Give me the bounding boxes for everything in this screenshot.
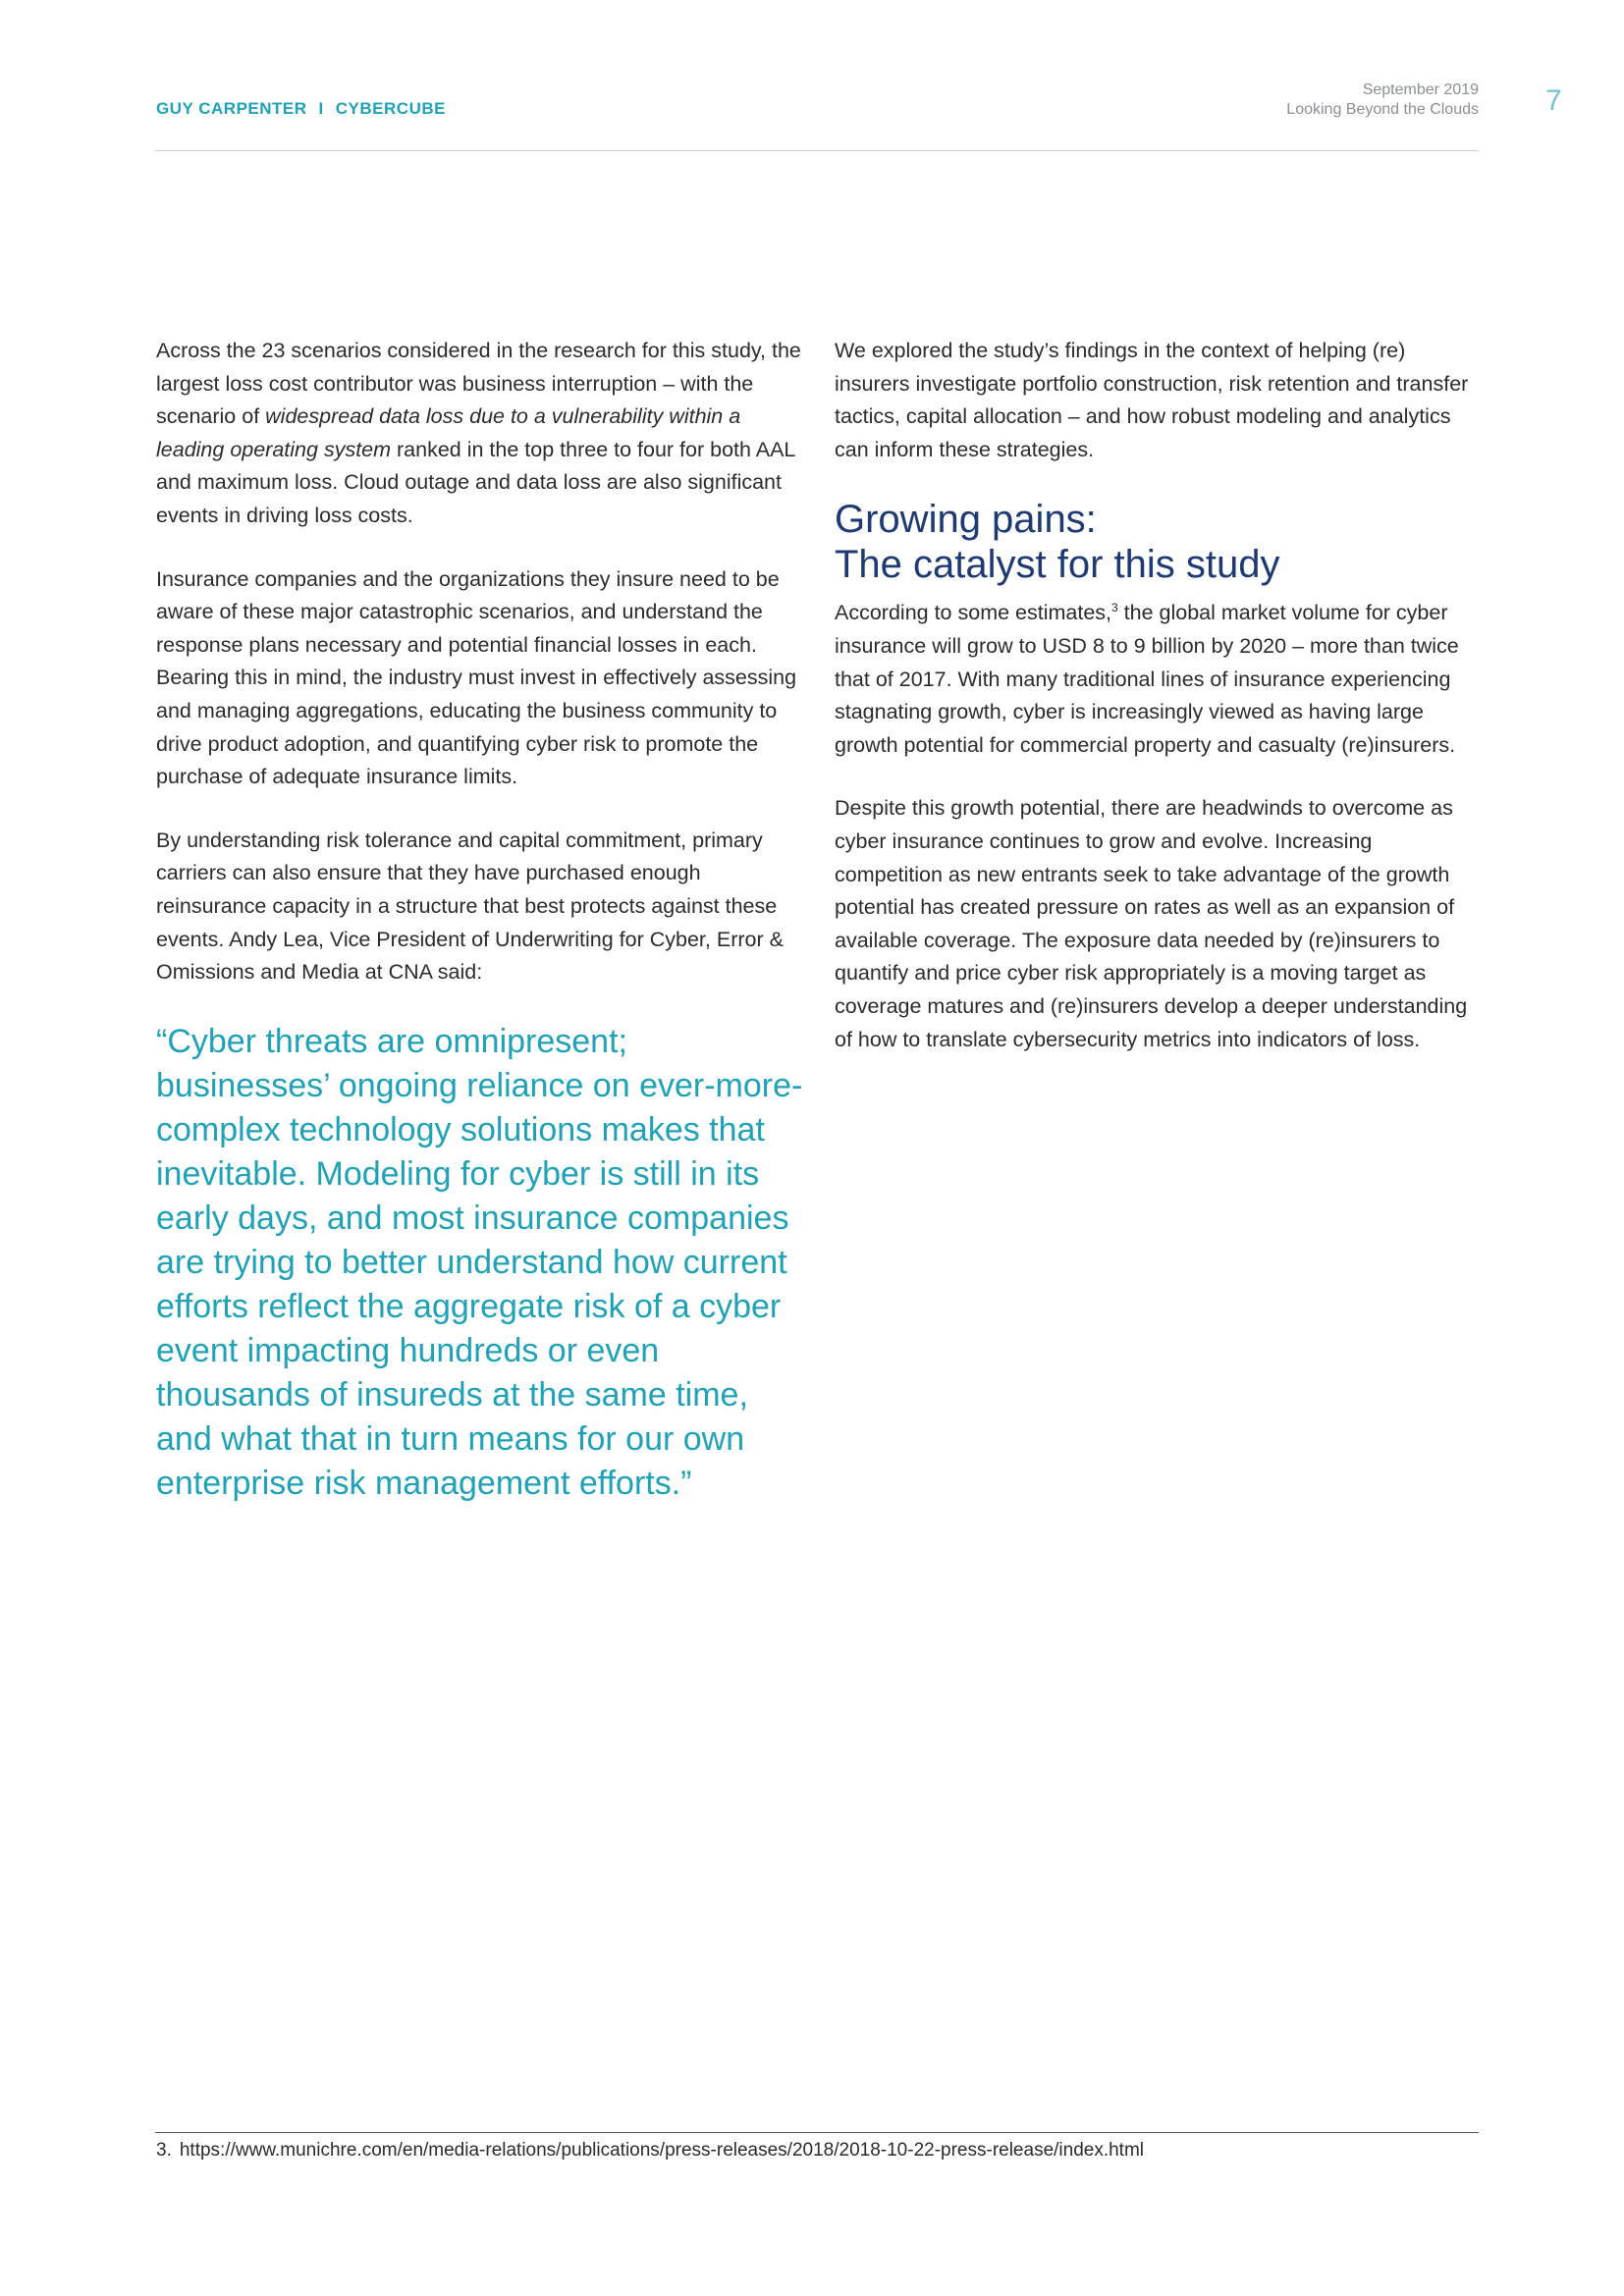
- right-paragraph-2: [835, 597, 1483, 762]
- left-column: [156, 335, 804, 1506]
- right-paragraph-2-text-a: According to some estimates,: [835, 601, 1112, 625]
- header-brand: [156, 99, 446, 119]
- footnote-divider: [155, 2132, 1479, 2133]
- pull-quote: “Cyber threats are omnipresent; businesses’ ongoing reliance on ever-more-complex technology solutions makes that inevitable. Modeling for cyber is still in its early days, and most insurance companies are trying to better understand how current efforts reflect the aggregate risk of a cyber event impacting hundreds or even thousands of insureds at the same time, and what that in turn means for our own enterprise risk management efforts.”: [156, 1022, 803, 1502]
- page-number: 7: [1545, 84, 1562, 117]
- footnote-link[interactable]: https://www.munichre.com/en/media-relations/publications/press-releases/2018/2018-10-22-press-release/index.html: [179, 2140, 1145, 2161]
- left-paragraph-1: [156, 335, 804, 533]
- section-heading: [835, 497, 1483, 587]
- header-date: September 2019: [1362, 81, 1479, 98]
- section-heading-line-1: Growing pains:: [835, 498, 1097, 542]
- right-paragraph-3: Despite this growth potential, there are headwinds to overcome as cyber insurance continues to grow and evolve. Increasing competition as new entrants seek to take advantage of the growth potential has created pressure on rates as well as an expansion of available coverage. The exposure data needed by (re)insurers to quantify and price cyber risk appropriately is a moving target as coverage matures and (re)insurers develop a deeper understanding of how to translate cybersecurity metrics into indicators of loss.: [835, 796, 1468, 1051]
- header-meta: [1286, 80, 1479, 120]
- brand-separator: I: [318, 99, 324, 118]
- left-paragraph-1-emphasis: widespread data loss due to a vulnerability within a leading operating system: [156, 404, 741, 461]
- footnote: [156, 2140, 1144, 2162]
- header-divider: [155, 150, 1479, 151]
- left-paragraph-2: Insurance companies and the organizations they insure need to be aware of these major catastrophic scenarios, and understand the response plans necessary and potential financial losses in each. Bearing this in mind, the industry must invest in effectively assessing and managing aggregations, educating the business community to drive product adoption, and quantifying cyber risk to promote the purchase of adequate insurance limits.: [156, 566, 797, 789]
- right-paragraph-1: We explored the study’s findings in the context of helping (re) insurers investigate portfolio construction, risk retention and transfer tactics, capital allocation – and how robust modeling and analytics can inform these strategies.: [835, 339, 1469, 461]
- brand-cybercube: CYBERCUBE: [335, 99, 446, 118]
- footnote-ref-3[interactable]: 3: [1111, 601, 1118, 615]
- left-paragraph-1-text-a: Across the 23 scenarios considered in the research for this study, the largest loss cost contributor was business interruption – with the scenario of: [156, 339, 801, 429]
- left-paragraph-3: By understanding risk tolerance and capital commitment, primary carriers can also ensure that they have purchased enough reinsurance capacity in a structure that best protects against these events. Andy Lea, Vice President of Underwriting for Cyber, Error & Omissions and Media at CNA said:: [156, 828, 784, 985]
- right-column: [835, 335, 1483, 1087]
- header-report-title: Looking Beyond the Clouds: [1286, 101, 1479, 118]
- footnote-number: 3.: [156, 2140, 172, 2161]
- left-paragraph-1-text-b: ranked in the top three to four for both AAL and maximum loss. Cloud outage and data loss are also significant events in driving loss costs.: [156, 437, 795, 527]
- brand-guy-carpenter: GUY CARPENTER: [156, 99, 307, 118]
- right-paragraph-2-text-b: the global market volume for cyber insurance will grow to USD 8 to 9 billion by 2020 – more than twice that of 2017. With many traditional lines of insurance experiencing stagnating growth, cyber is increasingly viewed as having large growth potential for commercial property and casualty (re)insurers.: [835, 601, 1459, 757]
- section-heading-line-2: The catalyst for this study: [835, 543, 1280, 587]
